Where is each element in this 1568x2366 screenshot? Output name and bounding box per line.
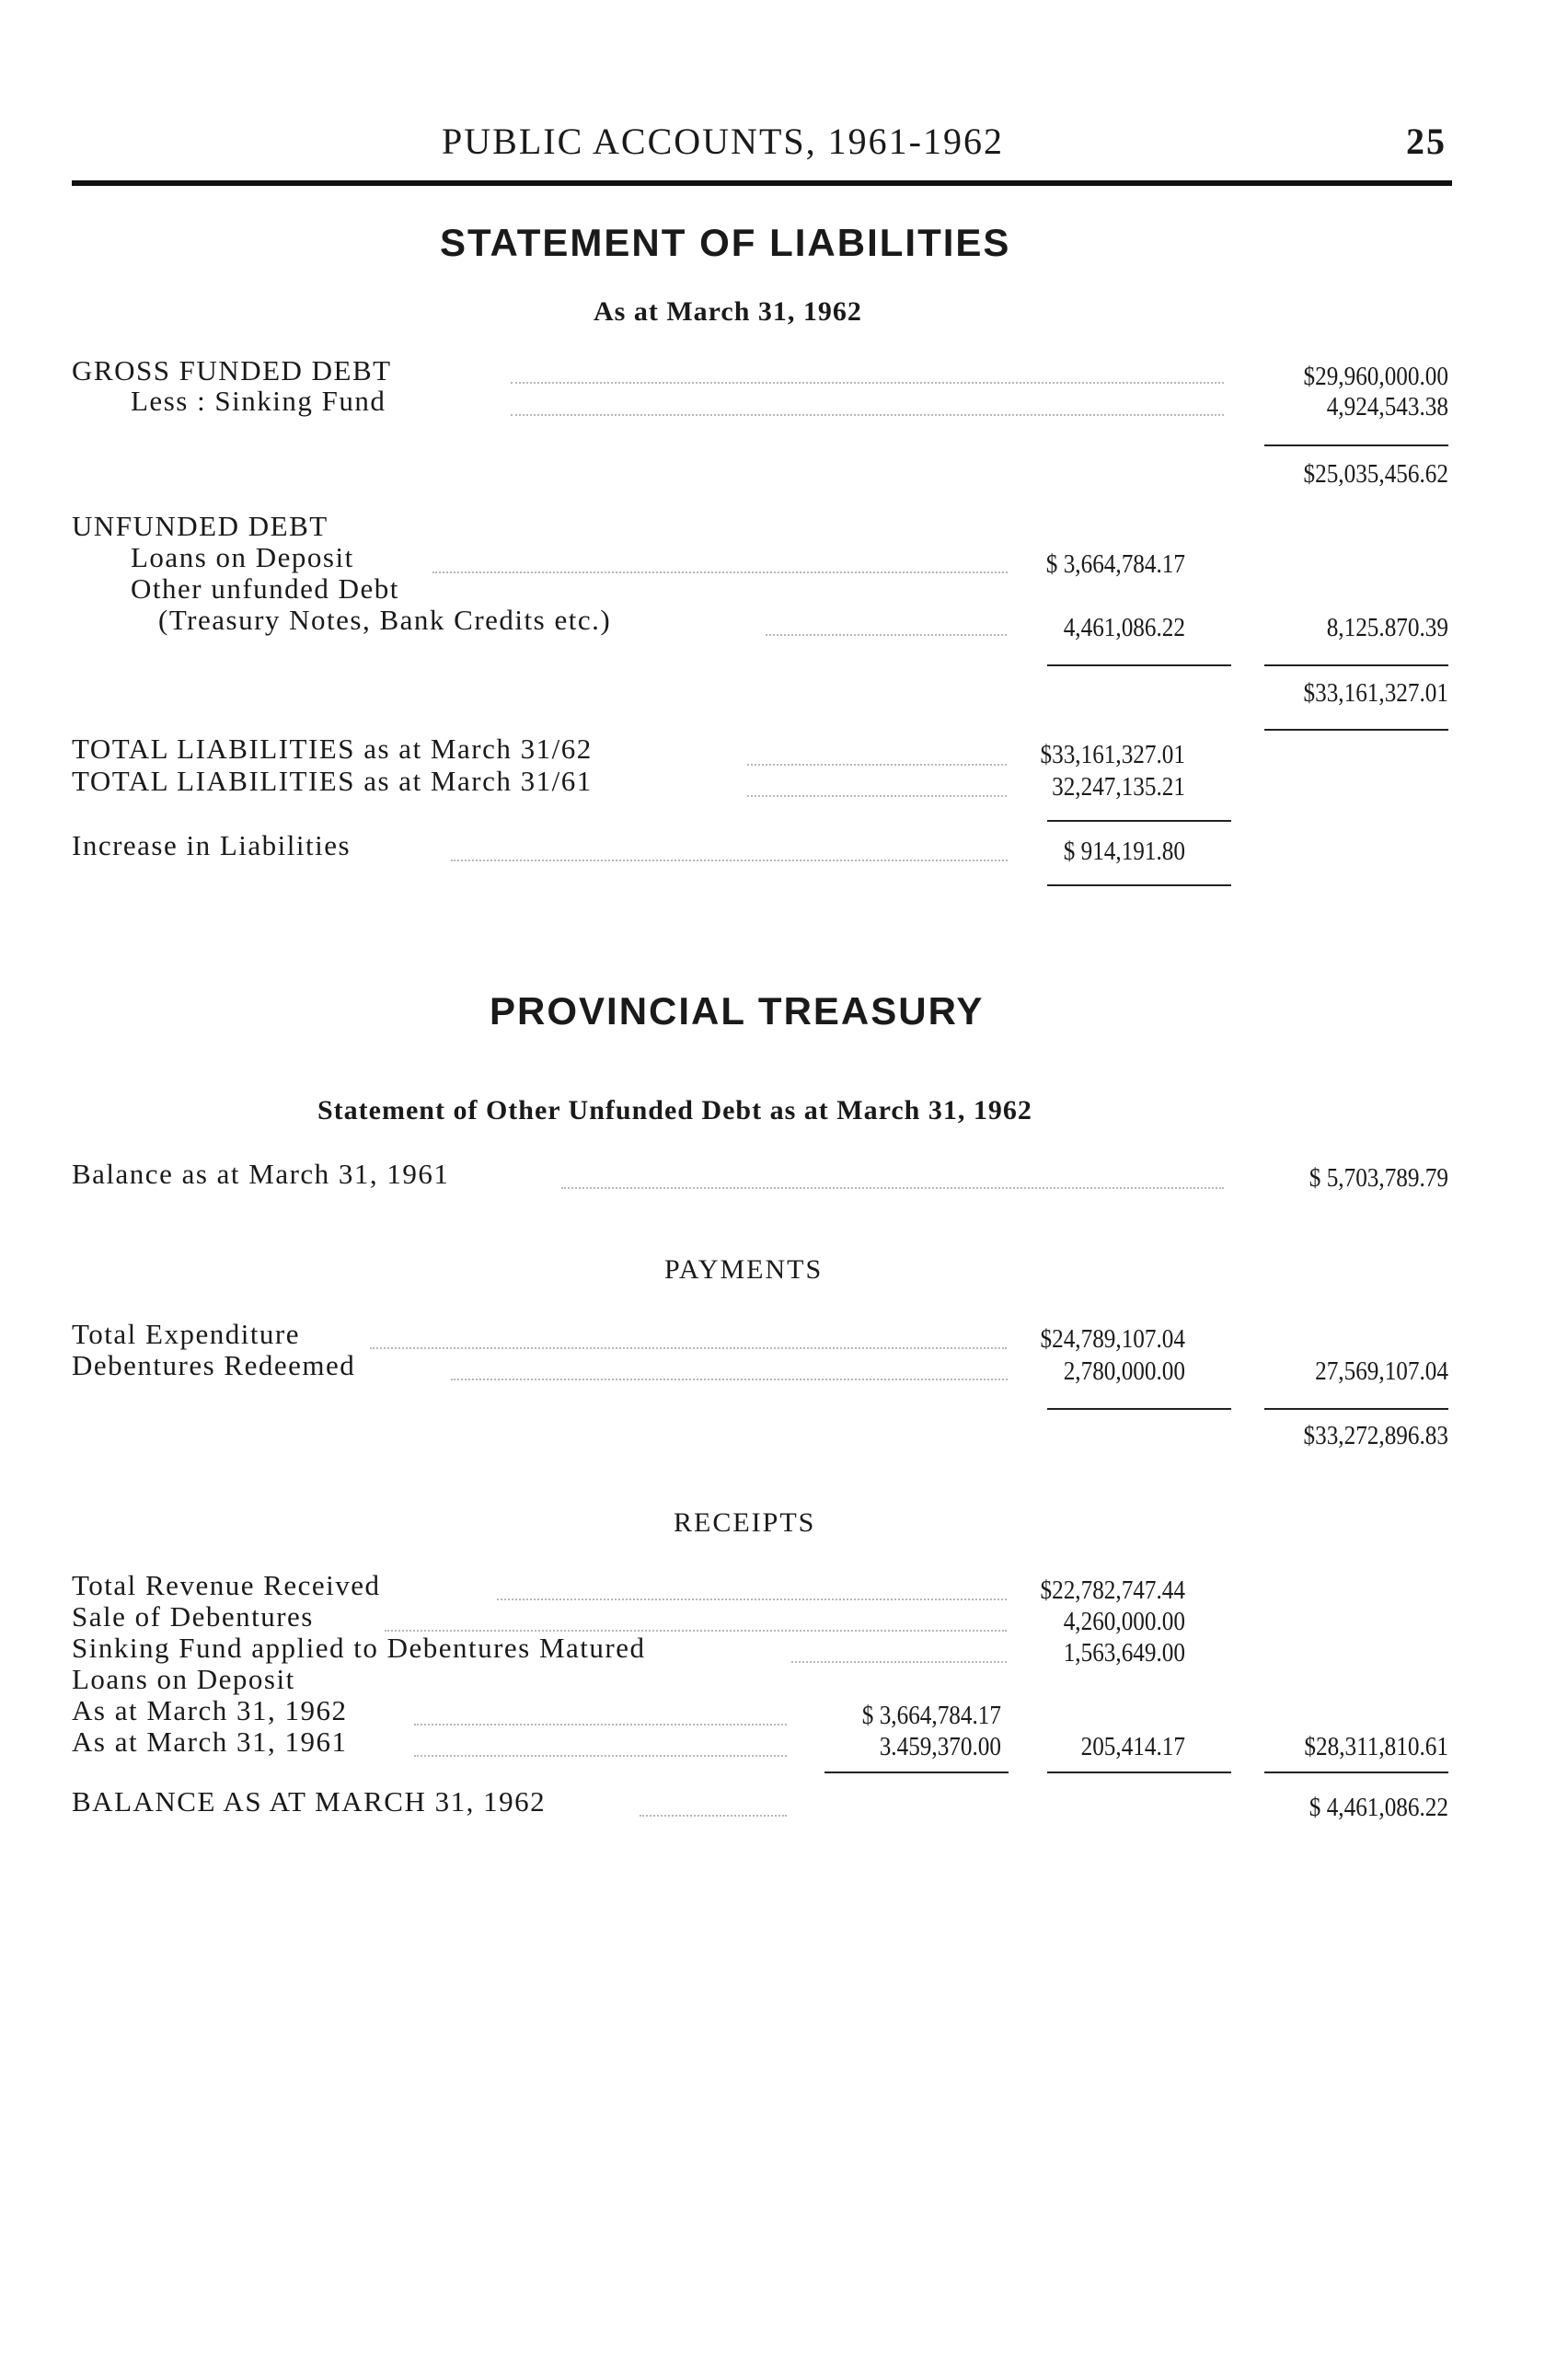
net-funded-debt-value: $25,035,456.62 — [1303, 460, 1448, 489]
leader-dots — [414, 1724, 787, 1725]
balance-1961-value: $ 5,703,789.79 — [1309, 1164, 1448, 1193]
total-revenue-value: $22,782,747.44 — [1040, 1576, 1185, 1605]
total-rule — [1047, 884, 1231, 886]
leader-dots — [561, 1187, 1224, 1189]
leader-dots — [497, 1598, 1007, 1600]
unfunded-debt-heading: UNFUNDED DEBT — [72, 510, 329, 542]
sinking-fund-applied-label: Sinking Fund applied to Debentures Matured — [72, 1632, 646, 1664]
leader-dots — [414, 1755, 787, 1757]
gross-funded-debt-label: GROSS FUNDED DEBT — [72, 354, 392, 387]
total-rule — [1264, 729, 1448, 731]
sinking-fund-label: Less : Sinking Fund — [131, 385, 386, 417]
leader-dots — [451, 860, 1008, 861]
total-liabilities-value: $33,161,327.01 — [1303, 679, 1448, 708]
loans-on-deposit-value: $ 3,664,784.17 — [1045, 550, 1185, 579]
subtotal-rule — [1047, 664, 1231, 666]
liabilities-title: STATEMENT OF LIABILITIES — [440, 221, 1011, 264]
leader-dots — [370, 1347, 1007, 1349]
loans-1962-value: $ 3,664,784.17 — [861, 1702, 1001, 1730]
subtotal-rule — [1264, 444, 1448, 446]
total-revenue-label: Total Revenue Received — [72, 1569, 381, 1601]
total-liabilities-61-label: TOTAL LIABILITIES as at March 31/61 — [72, 765, 593, 797]
leader-dots — [747, 795, 1007, 797]
subtotal-rule — [1047, 1772, 1231, 1773]
payments-heading: PAYMENTS — [664, 1254, 824, 1285]
loans-1962-label: As at March 31, 1962 — [72, 1694, 348, 1726]
total-expenditure-label: Total Expenditure — [72, 1318, 301, 1350]
leader-dots — [511, 382, 1224, 384]
header-rule — [72, 180, 1452, 186]
total-expenditure-value: $24,789,107.04 — [1040, 1325, 1185, 1354]
subtotal-rule — [1047, 1408, 1231, 1410]
loans-1961-value: 3.459,370.00 — [879, 1733, 1001, 1761]
leader-dots — [747, 764, 1007, 766]
total-liabilities-62-label: TOTAL LIABILITIES as at March 31/62 — [72, 733, 593, 765]
loans-1961-label: As at March 31, 1961 — [72, 1725, 348, 1758]
sale-of-debentures-value: 4,260,000.00 — [1063, 1608, 1185, 1636]
other-unfunded-label: Other unfunded Debt — [131, 572, 399, 605]
other-unfunded-value: 4,461,086.22 — [1063, 614, 1185, 642]
leader-dots — [432, 571, 1008, 573]
debentures-redeemed-value: 2,780,000.00 — [1063, 1357, 1185, 1386]
leader-dots — [511, 414, 1224, 416]
receipts-heading: RECEIPTS — [674, 1507, 816, 1538]
subtotal-rule — [1264, 1408, 1448, 1410]
other-unfunded-sublabel: (Treasury Notes, Bank Credits etc.) — [158, 604, 612, 636]
sinking-fund-value: 4,924,543.38 — [1326, 393, 1448, 421]
total-liabilities-61-value: 32,247,135.21 — [1052, 773, 1185, 802]
balance-1961-label: Balance as at March 31, 1961 — [72, 1158, 450, 1190]
unfunded-debt-total: 8,125.870.39 — [1326, 614, 1448, 642]
leader-dots — [766, 634, 1007, 636]
payments-subtotal: $33,272,896.83 — [1303, 1422, 1448, 1450]
page-number: 25 — [1406, 121, 1447, 162]
sale-of-debentures-label: Sale of Debentures — [72, 1600, 314, 1633]
balance-1962-label: BALANCE AS AT MARCH 31, 1962 — [72, 1785, 547, 1818]
sinking-fund-applied-value: 1,563,649.00 — [1063, 1639, 1185, 1668]
debentures-redeemed-label: Debentures Redeemed — [72, 1349, 356, 1381]
subtotal-rule — [1264, 664, 1448, 666]
leader-dots — [451, 1379, 1008, 1380]
liabilities-subtitle: As at March 31, 1962 — [594, 296, 862, 327]
balance-1962-value: $ 4,461,086.22 — [1309, 1794, 1448, 1822]
total-liabilities-62-value: $33,161,327.01 — [1040, 741, 1185, 769]
subtotal-rule — [824, 1772, 1009, 1773]
treasury-title: PROVINCIAL TREASURY — [490, 989, 985, 1033]
leader-dots — [791, 1661, 1007, 1663]
payments-total: 27,569,107.04 — [1315, 1357, 1448, 1386]
leader-dots — [640, 1815, 787, 1817]
loans-on-deposit-heading: Loans on Deposit — [72, 1663, 295, 1695]
loans-difference-value: 205,414.17 — [1080, 1733, 1185, 1761]
gross-funded-debt-value: $29,960,000.00 — [1303, 363, 1448, 391]
subtotal-rule — [1047, 820, 1231, 822]
running-title: PUBLIC ACCOUNTS, 1961-1962 — [442, 121, 1004, 162]
increase-value: $ 914,191.80 — [1063, 837, 1185, 866]
subtotal-rule — [1264, 1772, 1448, 1773]
treasury-subtitle: Statement of Other Unfunded Debt as at March 31, 1962 — [317, 1095, 1032, 1125]
receipts-total: $28,311,810.61 — [1304, 1733, 1448, 1761]
increase-label: Increase in Liabilities — [72, 829, 352, 861]
loans-on-deposit-label: Loans on Deposit — [131, 541, 354, 573]
